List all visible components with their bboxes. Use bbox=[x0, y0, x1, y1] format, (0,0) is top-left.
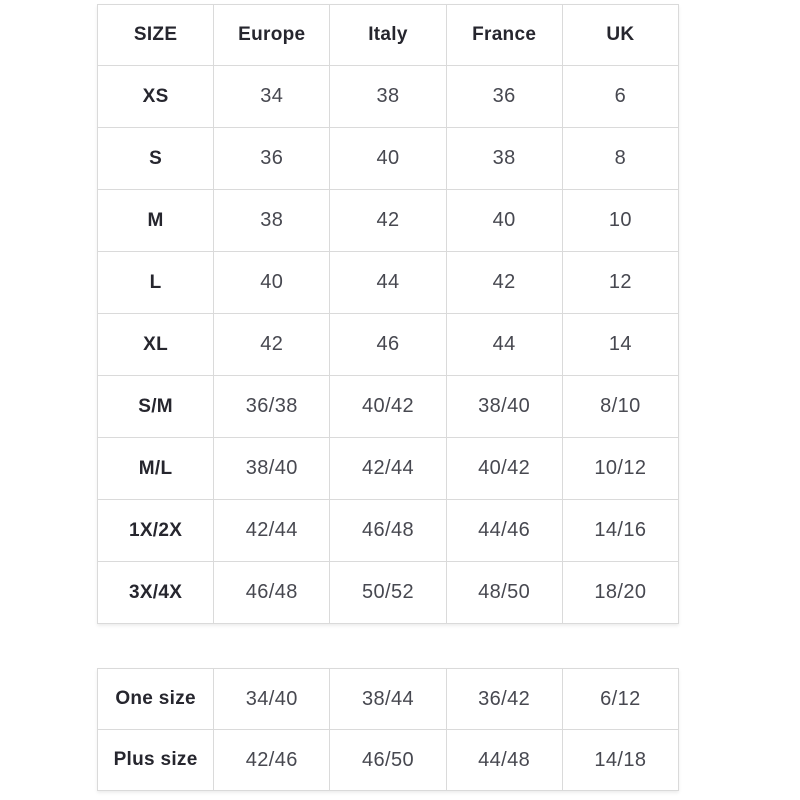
special-sizes-table-body bbox=[98, 669, 679, 791]
size-table-header bbox=[98, 5, 679, 66]
size-label-cell: L bbox=[98, 252, 214, 314]
size-label-cell: XL bbox=[98, 314, 214, 376]
special-sizes-table bbox=[97, 668, 679, 791]
size-value-cell: 48/50 bbox=[446, 562, 562, 624]
table-row bbox=[98, 500, 679, 562]
size-value-cell: 42/44 bbox=[330, 438, 446, 500]
size-value-cell: 44 bbox=[330, 252, 446, 314]
size-value-cell: 36/42 bbox=[446, 669, 562, 730]
size-value-cell: 38 bbox=[214, 190, 330, 252]
size-value-cell: 42 bbox=[214, 314, 330, 376]
column-header-size: SIZE bbox=[98, 5, 214, 66]
size-value-cell: 42 bbox=[446, 252, 562, 314]
size-value-cell: 6/12 bbox=[562, 669, 678, 730]
table-row bbox=[98, 376, 679, 438]
size-label-cell: 3X/4X bbox=[98, 562, 214, 624]
header-row bbox=[98, 5, 679, 66]
size-value-cell: 18/20 bbox=[562, 562, 678, 624]
table-row bbox=[98, 669, 679, 730]
size-label-cell: Plus size bbox=[98, 730, 214, 791]
size-value-cell: 42 bbox=[330, 190, 446, 252]
size-value-cell: 34 bbox=[214, 66, 330, 128]
size-value-cell: 14/18 bbox=[562, 730, 678, 791]
size-label-cell: M/L bbox=[98, 438, 214, 500]
table-row bbox=[98, 128, 679, 190]
size-value-cell: 34/40 bbox=[214, 669, 330, 730]
size-value-cell: 40/42 bbox=[330, 376, 446, 438]
size-value-cell: 14 bbox=[562, 314, 678, 376]
size-value-cell: 50/52 bbox=[330, 562, 446, 624]
size-value-cell: 8 bbox=[562, 128, 678, 190]
column-header-france: France bbox=[446, 5, 562, 66]
size-value-cell: 46/50 bbox=[330, 730, 446, 791]
size-value-cell: 44/46 bbox=[446, 500, 562, 562]
size-value-cell: 10/12 bbox=[562, 438, 678, 500]
size-value-cell: 6 bbox=[562, 66, 678, 128]
size-value-cell: 46/48 bbox=[330, 500, 446, 562]
size-value-cell: 44 bbox=[446, 314, 562, 376]
size-value-cell: 14/16 bbox=[562, 500, 678, 562]
size-value-cell: 40 bbox=[330, 128, 446, 190]
size-value-cell: 36 bbox=[446, 66, 562, 128]
table-row bbox=[98, 314, 679, 376]
size-value-cell: 42/44 bbox=[214, 500, 330, 562]
size-value-cell: 38/40 bbox=[214, 438, 330, 500]
size-value-cell: 44/48 bbox=[446, 730, 562, 791]
size-label-cell: One size bbox=[98, 669, 214, 730]
size-table-body bbox=[98, 66, 679, 624]
table-row bbox=[98, 438, 679, 500]
size-value-cell: 42/46 bbox=[214, 730, 330, 791]
size-value-cell: 38 bbox=[446, 128, 562, 190]
size-value-cell: 38/44 bbox=[330, 669, 446, 730]
column-header-uk: UK bbox=[562, 5, 678, 66]
size-value-cell: 36/38 bbox=[214, 376, 330, 438]
size-value-cell: 8/10 bbox=[562, 376, 678, 438]
size-value-cell: 40/42 bbox=[446, 438, 562, 500]
size-value-cell: 12 bbox=[562, 252, 678, 314]
size-value-cell: 10 bbox=[562, 190, 678, 252]
size-value-cell: 40 bbox=[446, 190, 562, 252]
table-row bbox=[98, 252, 679, 314]
size-value-cell: 38 bbox=[330, 66, 446, 128]
size-label-cell: M bbox=[98, 190, 214, 252]
size-conversion-table bbox=[97, 4, 679, 624]
size-label-cell: S/M bbox=[98, 376, 214, 438]
table-row bbox=[98, 730, 679, 791]
size-label-cell: S bbox=[98, 128, 214, 190]
size-label-cell: 1X/2X bbox=[98, 500, 214, 562]
table-row bbox=[98, 66, 679, 128]
column-header-italy: Italy bbox=[330, 5, 446, 66]
size-label-cell: XS bbox=[98, 66, 214, 128]
table-row bbox=[98, 562, 679, 624]
table-row bbox=[98, 190, 679, 252]
column-header-europe: Europe bbox=[214, 5, 330, 66]
size-value-cell: 46 bbox=[330, 314, 446, 376]
size-value-cell: 40 bbox=[214, 252, 330, 314]
size-value-cell: 36 bbox=[214, 128, 330, 190]
size-value-cell: 46/48 bbox=[214, 562, 330, 624]
size-value-cell: 38/40 bbox=[446, 376, 562, 438]
